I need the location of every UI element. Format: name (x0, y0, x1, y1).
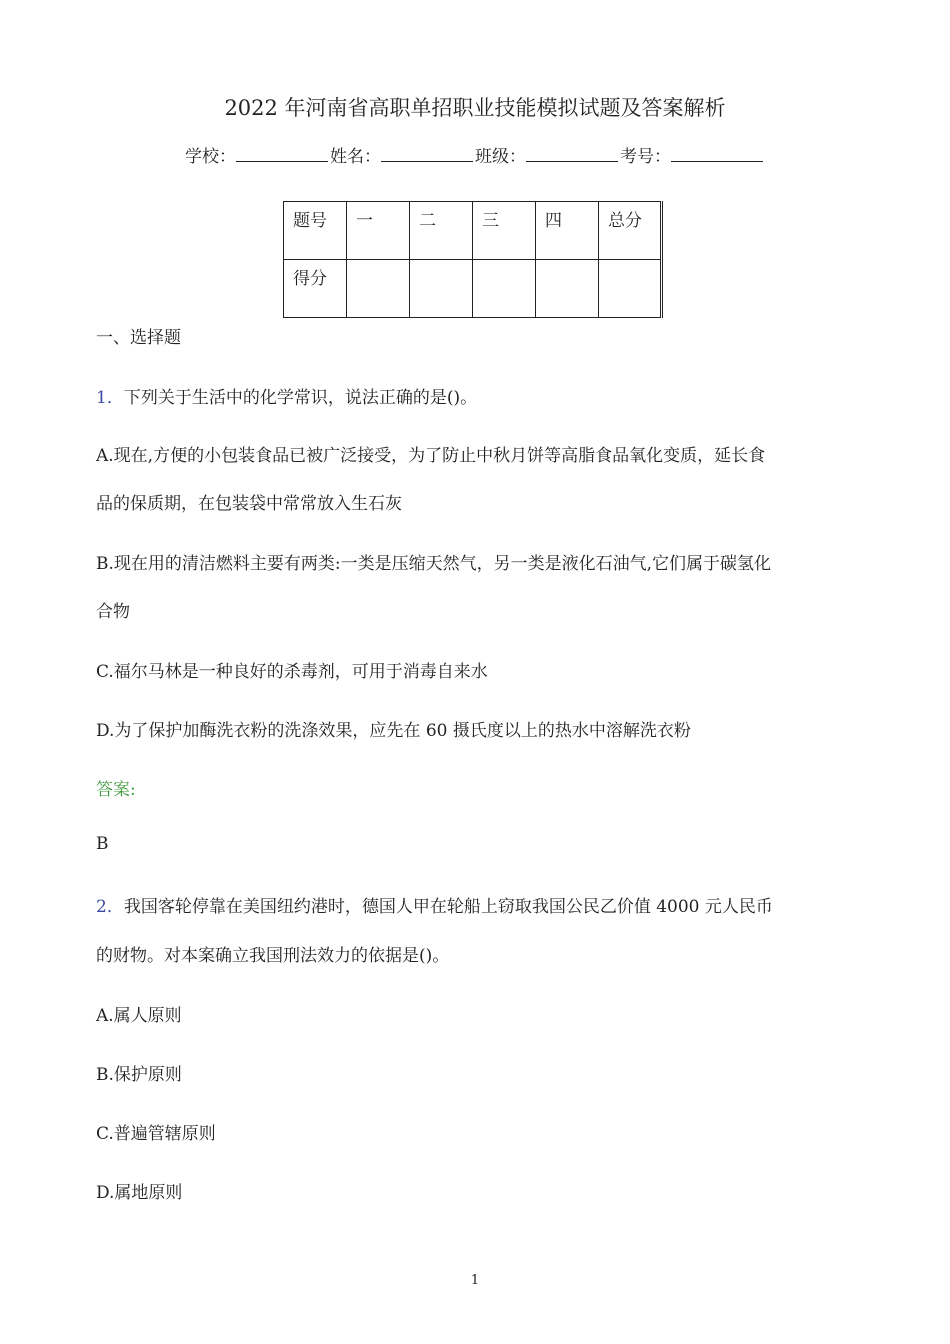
question-1-text: 下列关于生活中的化学常识，说法正确的是()。 (123, 388, 478, 408)
score-cell (599, 260, 662, 318)
score-table-score-row (284, 260, 662, 318)
score-row-label: 得分 (284, 260, 347, 318)
question-2-number: 2． (96, 897, 124, 917)
q2-option-b: B.保护原则 (96, 1065, 182, 1085)
question-1-stem (96, 383, 477, 408)
score-cell (473, 260, 536, 318)
question-2-stem-line2: 的财物。对本案确立我国刑法效力的依据是()。 (96, 946, 450, 966)
q1-answer-label: 答案: (96, 780, 136, 800)
question-2-stem-line1 (96, 892, 773, 917)
score-cell (536, 260, 599, 318)
header-cell-question-no: 题号 (284, 202, 347, 260)
q2-option-a: A.属人原则 (96, 1006, 182, 1026)
school-blank (236, 147, 328, 162)
score-table-header-row (284, 202, 662, 260)
q1-option-b-line1: B.现在用的清洁燃料主要有两类:一类是压缩天然气，另一类是液化石油气,它们属于碳氢化 (96, 554, 772, 574)
score-cell (410, 260, 473, 318)
exam-no-label: 考号： (620, 147, 671, 167)
exam-no-blank (671, 147, 763, 162)
class-label: 班级： (475, 147, 526, 167)
q1-option-b-line2: 合物 (96, 602, 130, 622)
q1-option-a-line1: A.现在,方便的小包装食品已被广泛接受，为了防止中秋月饼等高脂食品氧化变质，延长食 (96, 446, 766, 466)
question-2-text-line1: 我国客轮停靠在美国纽约港时，德国人甲在轮船上窃取我国公民乙价值 4000 元人民币 (123, 897, 773, 917)
section-title: 一、选择题 (96, 328, 181, 348)
q1-option-c: C.福尔马林是一种良好的杀毒剂，可用于消毒自来水 (96, 662, 488, 682)
score-cell (347, 260, 410, 318)
header-cell-1: 一 (347, 202, 410, 260)
page-number: 1 (470, 1273, 480, 1288)
class-blank (526, 147, 618, 162)
school-label: 学校： (185, 147, 236, 167)
student-info-line (0, 142, 950, 167)
name-label: 姓名： (330, 147, 381, 167)
q2-option-c: C.普遍管辖原则 (96, 1124, 216, 1144)
q1-option-d: D.为了保护加酶洗衣粉的洗涤效果，应先在 60 摄氏度以上的热水中溶解洗衣粉 (96, 721, 691, 741)
header-cell-3: 三 (473, 202, 536, 260)
header-cell-4: 四 (536, 202, 599, 260)
score-table (283, 201, 663, 318)
question-1-number: 1． (96, 388, 124, 408)
page-title: 2022 年河南省高职单招职业技能模拟试题及答案解析 (224, 96, 726, 120)
header-cell-total: 总分 (599, 202, 662, 260)
header-cell-2: 二 (410, 202, 473, 260)
name-blank (381, 147, 473, 162)
q1-option-a-line2: 品的保质期，在包装袋中常常放入生石灰 (96, 494, 402, 514)
q1-answer: B (96, 834, 109, 854)
q2-option-d: D.属地原则 (96, 1183, 183, 1203)
